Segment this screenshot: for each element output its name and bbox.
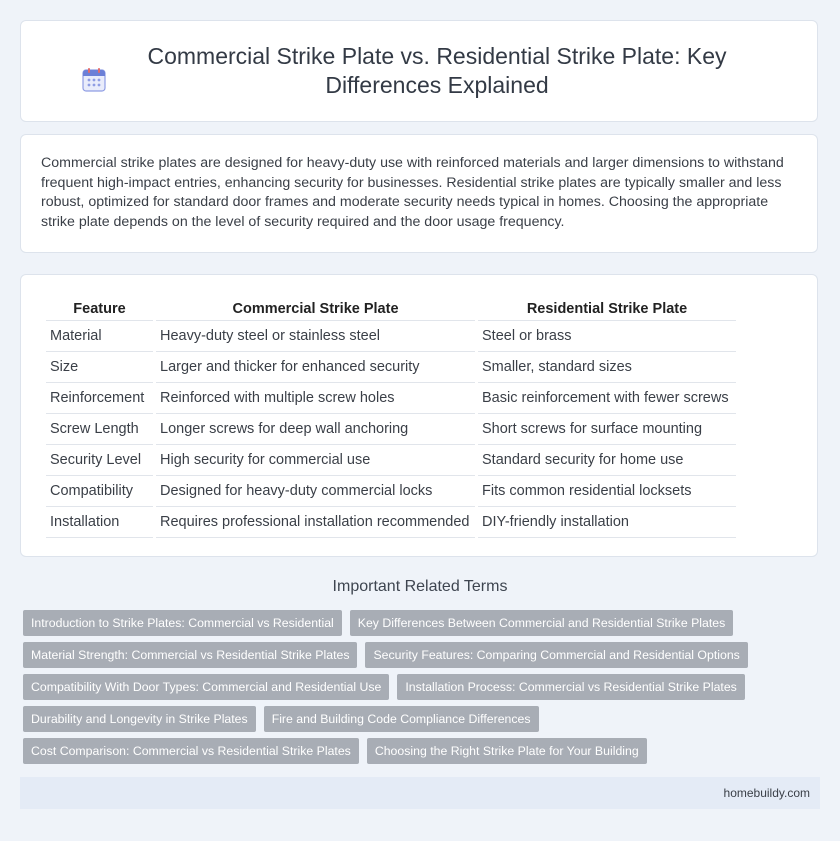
cell-feature: Installation [46,507,153,538]
intro-card [20,134,818,253]
header-commercial: Commercial Strike Plate [156,295,475,321]
related-tag[interactable]: Durability and Longevity in Strike Plates [23,706,256,732]
page-title: Commercial Strike Plate vs. Residential Strike Plate: Key Differences Explained [147,43,727,98]
footer [20,777,820,809]
cell-residential: Short screws for surface mounting [478,414,736,445]
related-tag[interactable]: Key Differences Between Commercial and Residential Strike Plates [350,610,733,636]
table-row [46,352,736,383]
cell-feature: Screw Length [46,414,153,445]
header-feature: Feature [46,295,153,321]
table-header-row [46,295,736,321]
cell-feature: Reinforcement [46,383,153,414]
related-tag[interactable]: Installation Process: Commercial vs Residential Strike Plates [397,674,744,700]
table-row [46,476,736,507]
related-tag[interactable]: Security Features: Comparing Commercial and Residential Options [365,642,747,668]
table-row [46,414,736,445]
comparison-table [43,295,739,538]
related-tag[interactable]: Material Strength: Commercial vs Residential Strike Plates [23,642,357,668]
related-terms-tags [23,610,823,764]
cell-residential: Basic reinforcement with fewer screws [478,383,736,414]
table-row [46,445,736,476]
cell-feature: Compatibility [46,476,153,507]
title-row [81,42,757,100]
related-terms-title: Important Related Terms [332,578,508,595]
related-tag[interactable]: Choosing the Right Strike Plate for Your Building [367,738,647,764]
title-card [20,20,818,122]
related-tag[interactable]: Compatibility With Door Types: Commercial and Residential Use [23,674,389,700]
cell-feature: Security Level [46,445,153,476]
cell-residential: Fits common residential locksets [478,476,736,507]
table-row [46,321,736,352]
intro-paragraph: Commercial strike plates are designed for heavy-duty use with reinforced materials and larger dimensions to withstand frequent high-impact entries, enhancing security for businesses. Residential strike plates are typically smaller and less robust, optimized for standard door frames and moderate security needs typical in homes. Choosing the appropriate strike plate depends on the level of security required and the door usage frequency. [41,155,784,230]
related-tag[interactable]: Introduction to Strike Plates: Commercial vs Residential [23,610,342,636]
related-tag[interactable]: Cost Comparison: Commercial vs Residential Strike Plates [23,738,359,764]
cell-feature: Material [46,321,153,352]
cell-commercial: Larger and thicker for enhanced security [156,352,475,383]
cell-commercial: Requires professional installation recommended [156,507,475,538]
cell-feature: Size [46,352,153,383]
cell-commercial: Heavy-duty steel or stainless steel [156,321,475,352]
calendar-icon [81,67,107,93]
cell-commercial: High security for commercial use [156,445,475,476]
cell-residential: Steel or brass [478,321,736,352]
header-residential: Residential Strike Plate [478,295,736,321]
table-row [46,383,736,414]
table-row [46,507,736,538]
cell-residential: Standard security for home use [478,445,736,476]
related-tag[interactable]: Fire and Building Code Compliance Differences [264,706,539,732]
comparison-card [20,274,818,557]
cell-residential: DIY-friendly installation [478,507,736,538]
cell-commercial: Longer screws for deep wall anchoring [156,414,475,445]
footer-site-link[interactable]: homebuildy.com [723,786,810,800]
cell-commercial: Designed for heavy-duty commercial locks [156,476,475,507]
cell-residential: Smaller, standard sizes [478,352,736,383]
cell-commercial: Reinforced with multiple screw holes [156,383,475,414]
